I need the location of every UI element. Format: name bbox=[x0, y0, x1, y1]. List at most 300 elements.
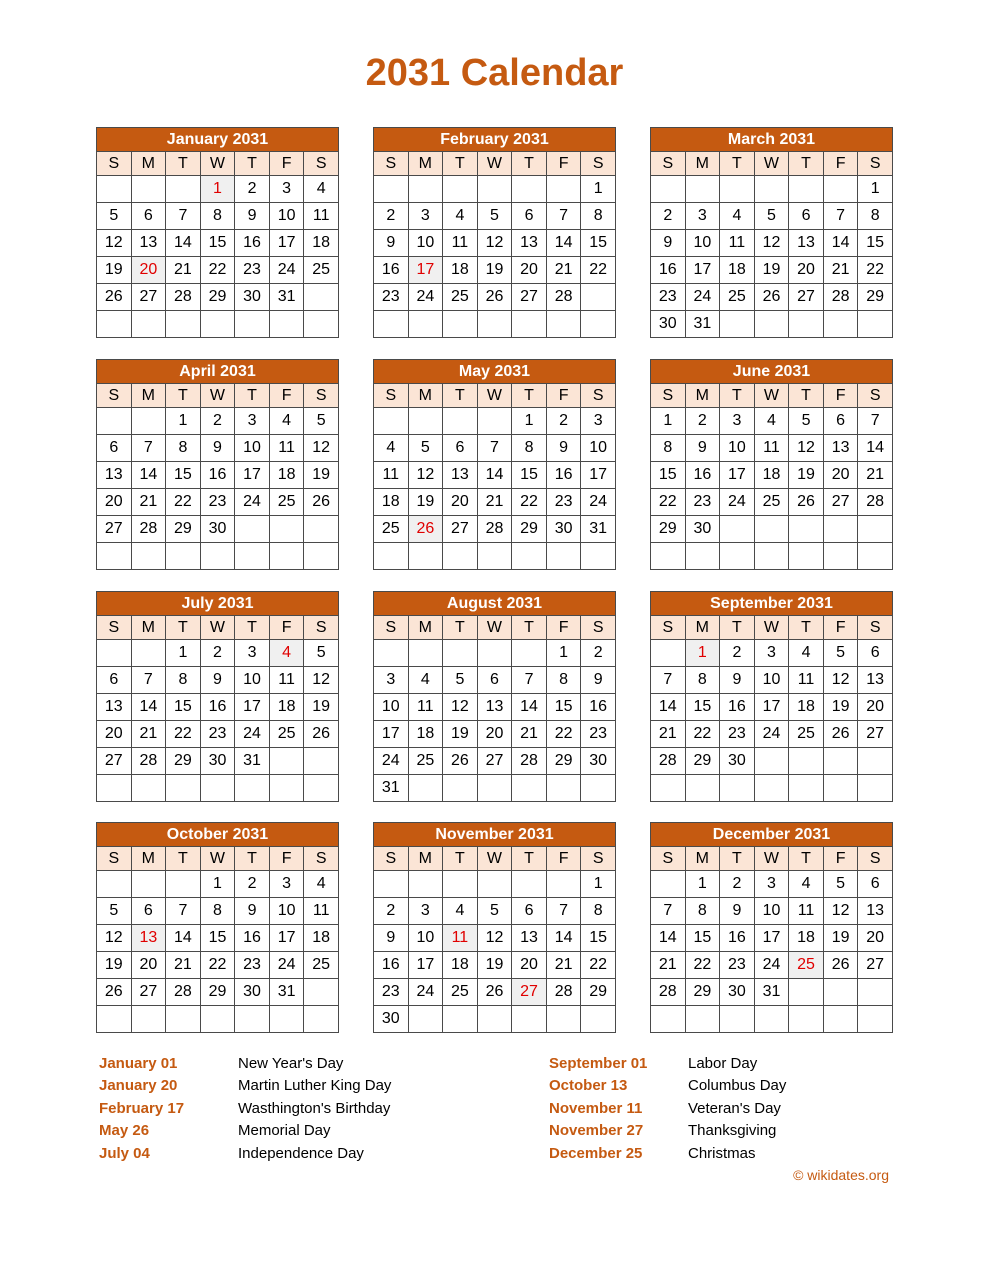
month-title: April 2031 bbox=[96, 359, 339, 383]
day-cell: 24 bbox=[269, 952, 304, 979]
empty-cell bbox=[408, 640, 443, 667]
holiday-day-cell: 26 bbox=[408, 516, 443, 543]
day-cell: 6 bbox=[858, 640, 893, 667]
day-cell: 30 bbox=[200, 516, 235, 543]
empty-cell bbox=[477, 176, 512, 203]
empty-cell bbox=[408, 408, 443, 435]
day-cell: 11 bbox=[374, 462, 409, 489]
weekday-header: T bbox=[789, 847, 824, 871]
day-cell: 21 bbox=[858, 462, 893, 489]
day-cell: 4 bbox=[304, 871, 339, 898]
empty-cell bbox=[651, 640, 686, 667]
empty-cell bbox=[166, 543, 201, 570]
day-cell: 7 bbox=[823, 203, 858, 230]
day-cell: 3 bbox=[235, 408, 270, 435]
holiday-date: May 26 bbox=[99, 1122, 150, 1140]
day-cell: 22 bbox=[512, 489, 547, 516]
empty-cell bbox=[685, 1006, 720, 1033]
day-cell: 6 bbox=[131, 203, 166, 230]
day-cell: 5 bbox=[97, 203, 132, 230]
empty-cell bbox=[754, 311, 789, 338]
day-cell: 15 bbox=[166, 694, 201, 721]
holiday-name: Columbus Day bbox=[688, 1077, 787, 1095]
day-cell: 27 bbox=[823, 489, 858, 516]
day-cell: 19 bbox=[97, 257, 132, 284]
day-cell: 10 bbox=[720, 435, 755, 462]
day-cell: 26 bbox=[477, 284, 512, 311]
holiday-name: Christmas bbox=[688, 1144, 756, 1162]
empty-cell bbox=[131, 311, 166, 338]
day-cell: 17 bbox=[235, 462, 270, 489]
weekday-header: W bbox=[200, 847, 235, 871]
day-cell: 16 bbox=[235, 925, 270, 952]
day-cell: 5 bbox=[97, 898, 132, 925]
day-cell: 18 bbox=[443, 257, 478, 284]
empty-cell bbox=[269, 543, 304, 570]
empty-cell bbox=[858, 1006, 893, 1033]
weekday-header: T bbox=[512, 152, 547, 176]
day-cell: 8 bbox=[200, 203, 235, 230]
weekday-header: T bbox=[443, 847, 478, 871]
weekday-header: T bbox=[166, 616, 201, 640]
day-cell: 13 bbox=[443, 462, 478, 489]
day-cell: 24 bbox=[235, 721, 270, 748]
empty-cell bbox=[581, 1006, 616, 1033]
empty-cell bbox=[166, 311, 201, 338]
day-cell: 19 bbox=[97, 952, 132, 979]
weekday-header: F bbox=[546, 384, 581, 408]
day-cell: 23 bbox=[720, 952, 755, 979]
day-cell: 16 bbox=[200, 694, 235, 721]
empty-cell bbox=[789, 775, 824, 802]
day-cell: 30 bbox=[581, 748, 616, 775]
day-cell: 24 bbox=[269, 257, 304, 284]
day-cell: 27 bbox=[512, 284, 547, 311]
weekday-header: T bbox=[235, 847, 270, 871]
day-cell: 17 bbox=[269, 230, 304, 257]
day-cell: 8 bbox=[581, 203, 616, 230]
day-cell: 23 bbox=[546, 489, 581, 516]
day-cell: 8 bbox=[685, 898, 720, 925]
day-cell: 5 bbox=[477, 203, 512, 230]
day-cell: 24 bbox=[408, 284, 443, 311]
day-cell: 3 bbox=[408, 203, 443, 230]
day-cell: 2 bbox=[200, 408, 235, 435]
day-cell: 20 bbox=[443, 489, 478, 516]
day-cell: 28 bbox=[858, 489, 893, 516]
day-cell: 28 bbox=[823, 284, 858, 311]
day-cell: 30 bbox=[685, 516, 720, 543]
day-cell: 28 bbox=[131, 516, 166, 543]
day-cell: 2 bbox=[235, 871, 270, 898]
day-cell: 14 bbox=[823, 230, 858, 257]
day-cell: 21 bbox=[477, 489, 512, 516]
day-cell: 5 bbox=[823, 640, 858, 667]
weekday-header: T bbox=[720, 616, 755, 640]
holiday-day-cell: 4 bbox=[269, 640, 304, 667]
holiday-day-cell: 20 bbox=[131, 257, 166, 284]
holiday-name: Memorial Day bbox=[238, 1122, 331, 1140]
empty-cell bbox=[443, 1006, 478, 1033]
day-cell: 29 bbox=[546, 748, 581, 775]
day-cell: 12 bbox=[304, 667, 339, 694]
day-cell: 4 bbox=[789, 640, 824, 667]
day-cell: 7 bbox=[131, 667, 166, 694]
empty-cell bbox=[823, 176, 858, 203]
day-cell: 12 bbox=[97, 925, 132, 952]
empty-cell bbox=[754, 516, 789, 543]
day-cell: 4 bbox=[754, 408, 789, 435]
day-cell: 26 bbox=[823, 721, 858, 748]
holiday-list-right bbox=[549, 1053, 786, 1165]
empty-cell bbox=[408, 176, 443, 203]
day-cell: 18 bbox=[374, 489, 409, 516]
holiday-day-cell: 13 bbox=[131, 925, 166, 952]
month-title: May 2031 bbox=[373, 359, 616, 383]
day-cell: 14 bbox=[166, 230, 201, 257]
day-cell: 5 bbox=[304, 640, 339, 667]
holiday-name: Wasthington's Birthday bbox=[238, 1099, 391, 1117]
day-cell: 17 bbox=[754, 925, 789, 952]
day-cell: 10 bbox=[269, 203, 304, 230]
holiday-name: Thanksgiving bbox=[688, 1122, 777, 1140]
day-cell: 2 bbox=[374, 898, 409, 925]
weekday-header: S bbox=[581, 384, 616, 408]
empty-cell bbox=[754, 543, 789, 570]
day-cell: 3 bbox=[269, 176, 304, 203]
day-cell: 22 bbox=[581, 257, 616, 284]
day-cell: 1 bbox=[581, 176, 616, 203]
empty-cell bbox=[131, 408, 166, 435]
month-table bbox=[373, 615, 616, 802]
holiday-date: September 01 bbox=[549, 1055, 648, 1072]
empty-cell bbox=[304, 516, 339, 543]
day-cell: 17 bbox=[374, 721, 409, 748]
empty-cell bbox=[131, 176, 166, 203]
day-cell: 17 bbox=[269, 925, 304, 952]
day-cell: 9 bbox=[374, 230, 409, 257]
empty-cell bbox=[477, 311, 512, 338]
credit-text[interactable]: © wikidates.org bbox=[793, 1167, 889, 1183]
day-cell: 5 bbox=[443, 667, 478, 694]
empty-cell bbox=[858, 748, 893, 775]
empty-cell bbox=[304, 979, 339, 1006]
empty-cell bbox=[374, 543, 409, 570]
day-cell: 22 bbox=[200, 257, 235, 284]
empty-cell bbox=[720, 311, 755, 338]
day-cell: 5 bbox=[477, 898, 512, 925]
empty-cell bbox=[269, 748, 304, 775]
weekday-header: T bbox=[720, 152, 755, 176]
weekday-header: S bbox=[97, 847, 132, 871]
empty-cell bbox=[858, 543, 893, 570]
day-cell: 24 bbox=[754, 721, 789, 748]
day-cell: 7 bbox=[131, 435, 166, 462]
empty-cell bbox=[651, 176, 686, 203]
empty-cell bbox=[200, 311, 235, 338]
weekday-header: F bbox=[823, 152, 858, 176]
day-cell: 21 bbox=[131, 489, 166, 516]
holiday-name: Labor Day bbox=[688, 1055, 758, 1072]
day-cell: 12 bbox=[477, 925, 512, 952]
empty-cell bbox=[789, 543, 824, 570]
month-table bbox=[96, 151, 339, 338]
month-table bbox=[650, 846, 893, 1033]
day-cell: 15 bbox=[200, 230, 235, 257]
empty-cell bbox=[754, 775, 789, 802]
day-cell: 10 bbox=[754, 898, 789, 925]
empty-cell bbox=[477, 1006, 512, 1033]
day-cell: 28 bbox=[477, 516, 512, 543]
day-cell: 6 bbox=[512, 898, 547, 925]
weekday-header: M bbox=[131, 152, 166, 176]
weekday-header: W bbox=[754, 384, 789, 408]
empty-cell bbox=[97, 871, 132, 898]
day-cell: 27 bbox=[443, 516, 478, 543]
day-cell: 29 bbox=[651, 516, 686, 543]
empty-cell bbox=[651, 871, 686, 898]
day-cell: 9 bbox=[546, 435, 581, 462]
day-cell: 24 bbox=[754, 952, 789, 979]
empty-cell bbox=[512, 640, 547, 667]
weekday-header: W bbox=[200, 152, 235, 176]
holiday-date: November 27 bbox=[549, 1122, 644, 1140]
day-cell: 23 bbox=[685, 489, 720, 516]
empty-cell bbox=[97, 176, 132, 203]
weekday-header: F bbox=[269, 384, 304, 408]
day-cell: 10 bbox=[754, 667, 789, 694]
day-cell: 8 bbox=[651, 435, 686, 462]
empty-cell bbox=[97, 775, 132, 802]
day-cell: 29 bbox=[685, 748, 720, 775]
day-cell: 22 bbox=[858, 257, 893, 284]
empty-cell bbox=[546, 176, 581, 203]
empty-cell bbox=[443, 408, 478, 435]
day-cell: 15 bbox=[200, 925, 235, 952]
holiday-date: January 01 bbox=[99, 1055, 178, 1072]
empty-cell bbox=[754, 748, 789, 775]
empty-cell bbox=[269, 311, 304, 338]
day-cell: 19 bbox=[477, 257, 512, 284]
weekday-header: S bbox=[304, 384, 339, 408]
day-cell: 6 bbox=[443, 435, 478, 462]
empty-cell bbox=[477, 775, 512, 802]
day-cell: 2 bbox=[720, 871, 755, 898]
empty-cell bbox=[131, 543, 166, 570]
weekday-header: W bbox=[477, 384, 512, 408]
day-cell: 19 bbox=[443, 721, 478, 748]
day-cell: 19 bbox=[408, 489, 443, 516]
weekday-header: M bbox=[685, 152, 720, 176]
weekday-header: S bbox=[374, 384, 409, 408]
empty-cell bbox=[651, 775, 686, 802]
month-title: July 2031 bbox=[96, 591, 339, 615]
day-cell: 30 bbox=[374, 1006, 409, 1033]
day-cell: 31 bbox=[581, 516, 616, 543]
weekday-header: S bbox=[97, 152, 132, 176]
holiday-date: December 25 bbox=[549, 1144, 643, 1162]
month-title: November 2031 bbox=[373, 822, 616, 846]
day-cell: 25 bbox=[754, 489, 789, 516]
day-cell: 31 bbox=[269, 284, 304, 311]
day-cell: 3 bbox=[754, 640, 789, 667]
day-cell: 7 bbox=[546, 203, 581, 230]
day-cell: 25 bbox=[720, 284, 755, 311]
day-cell: 25 bbox=[269, 721, 304, 748]
day-cell: 22 bbox=[166, 489, 201, 516]
day-cell: 11 bbox=[443, 230, 478, 257]
empty-cell bbox=[443, 311, 478, 338]
day-cell: 10 bbox=[408, 925, 443, 952]
page-title: 2031 Calendar bbox=[365, 52, 624, 94]
empty-cell bbox=[546, 775, 581, 802]
day-cell: 27 bbox=[858, 952, 893, 979]
day-cell: 18 bbox=[269, 462, 304, 489]
day-cell: 29 bbox=[858, 284, 893, 311]
month-title: March 2031 bbox=[650, 127, 893, 151]
empty-cell bbox=[374, 176, 409, 203]
day-cell: 18 bbox=[754, 462, 789, 489]
empty-cell bbox=[581, 775, 616, 802]
holiday-day-cell: 27 bbox=[512, 979, 547, 1006]
day-cell: 9 bbox=[200, 667, 235, 694]
day-cell: 9 bbox=[720, 898, 755, 925]
empty-cell bbox=[823, 748, 858, 775]
day-cell: 11 bbox=[789, 667, 824, 694]
day-cell: 7 bbox=[651, 667, 686, 694]
day-cell: 5 bbox=[823, 871, 858, 898]
day-cell: 18 bbox=[269, 694, 304, 721]
day-cell: 1 bbox=[166, 408, 201, 435]
day-cell: 23 bbox=[374, 284, 409, 311]
empty-cell bbox=[789, 1006, 824, 1033]
day-cell: 2 bbox=[374, 203, 409, 230]
day-cell: 16 bbox=[374, 952, 409, 979]
empty-cell bbox=[166, 775, 201, 802]
day-cell: 16 bbox=[235, 230, 270, 257]
empty-cell bbox=[789, 516, 824, 543]
empty-cell bbox=[304, 543, 339, 570]
day-cell: 17 bbox=[581, 462, 616, 489]
day-cell: 4 bbox=[443, 203, 478, 230]
day-cell: 1 bbox=[200, 871, 235, 898]
day-cell: 9 bbox=[685, 435, 720, 462]
holiday-row bbox=[549, 1120, 786, 1142]
empty-cell bbox=[97, 311, 132, 338]
day-cell: 28 bbox=[166, 979, 201, 1006]
day-cell: 26 bbox=[754, 284, 789, 311]
weekday-header: W bbox=[477, 152, 512, 176]
empty-cell bbox=[443, 775, 478, 802]
weekday-header: S bbox=[858, 152, 893, 176]
empty-cell bbox=[477, 543, 512, 570]
empty-cell bbox=[235, 775, 270, 802]
day-cell: 18 bbox=[443, 952, 478, 979]
day-cell: 2 bbox=[651, 203, 686, 230]
day-cell: 15 bbox=[858, 230, 893, 257]
day-cell: 12 bbox=[97, 230, 132, 257]
day-cell: 20 bbox=[823, 462, 858, 489]
day-cell: 1 bbox=[166, 640, 201, 667]
day-cell: 21 bbox=[166, 952, 201, 979]
day-cell: 26 bbox=[304, 721, 339, 748]
empty-cell bbox=[235, 311, 270, 338]
holiday-row bbox=[549, 1143, 786, 1165]
empty-cell bbox=[166, 871, 201, 898]
day-cell: 14 bbox=[546, 925, 581, 952]
month-table bbox=[650, 151, 893, 338]
day-cell: 29 bbox=[166, 748, 201, 775]
holiday-row bbox=[99, 1120, 391, 1142]
day-cell: 8 bbox=[685, 667, 720, 694]
day-cell: 21 bbox=[512, 721, 547, 748]
day-cell: 23 bbox=[720, 721, 755, 748]
day-cell: 15 bbox=[581, 925, 616, 952]
weekday-header: F bbox=[823, 847, 858, 871]
day-cell: 19 bbox=[823, 925, 858, 952]
empty-cell bbox=[408, 543, 443, 570]
month-table bbox=[373, 151, 616, 338]
day-cell: 13 bbox=[789, 230, 824, 257]
day-cell: 21 bbox=[651, 721, 686, 748]
day-cell: 22 bbox=[685, 952, 720, 979]
day-cell: 5 bbox=[754, 203, 789, 230]
day-cell: 7 bbox=[546, 898, 581, 925]
empty-cell bbox=[443, 176, 478, 203]
day-cell: 3 bbox=[374, 667, 409, 694]
day-cell: 23 bbox=[235, 952, 270, 979]
weekday-header: F bbox=[823, 384, 858, 408]
weekday-header: M bbox=[131, 616, 166, 640]
empty-cell bbox=[651, 543, 686, 570]
weekday-header: T bbox=[789, 152, 824, 176]
day-cell: 4 bbox=[408, 667, 443, 694]
month-table bbox=[96, 846, 339, 1033]
day-cell: 4 bbox=[304, 176, 339, 203]
day-cell: 14 bbox=[546, 230, 581, 257]
day-cell: 4 bbox=[374, 435, 409, 462]
holiday-date: October 13 bbox=[549, 1077, 628, 1095]
day-cell: 25 bbox=[374, 516, 409, 543]
day-cell: 30 bbox=[546, 516, 581, 543]
month-calendar bbox=[96, 127, 339, 338]
day-cell: 20 bbox=[858, 694, 893, 721]
day-cell: 6 bbox=[512, 203, 547, 230]
holiday-date: February 17 bbox=[99, 1099, 185, 1117]
day-cell: 24 bbox=[581, 489, 616, 516]
day-cell: 23 bbox=[581, 721, 616, 748]
empty-cell bbox=[97, 640, 132, 667]
day-cell: 26 bbox=[97, 284, 132, 311]
day-cell: 11 bbox=[789, 898, 824, 925]
day-cell: 4 bbox=[720, 203, 755, 230]
empty-cell bbox=[685, 176, 720, 203]
day-cell: 10 bbox=[374, 694, 409, 721]
day-cell: 23 bbox=[374, 979, 409, 1006]
day-cell: 13 bbox=[858, 667, 893, 694]
day-cell: 4 bbox=[443, 898, 478, 925]
day-cell: 29 bbox=[166, 516, 201, 543]
month-title: December 2031 bbox=[650, 822, 893, 846]
day-cell: 12 bbox=[477, 230, 512, 257]
holiday-day-cell: 17 bbox=[408, 257, 443, 284]
day-cell: 2 bbox=[546, 408, 581, 435]
day-cell: 20 bbox=[512, 952, 547, 979]
day-cell: 17 bbox=[754, 694, 789, 721]
weekday-header: M bbox=[408, 616, 443, 640]
weekday-header: T bbox=[789, 384, 824, 408]
month-table bbox=[96, 615, 339, 802]
